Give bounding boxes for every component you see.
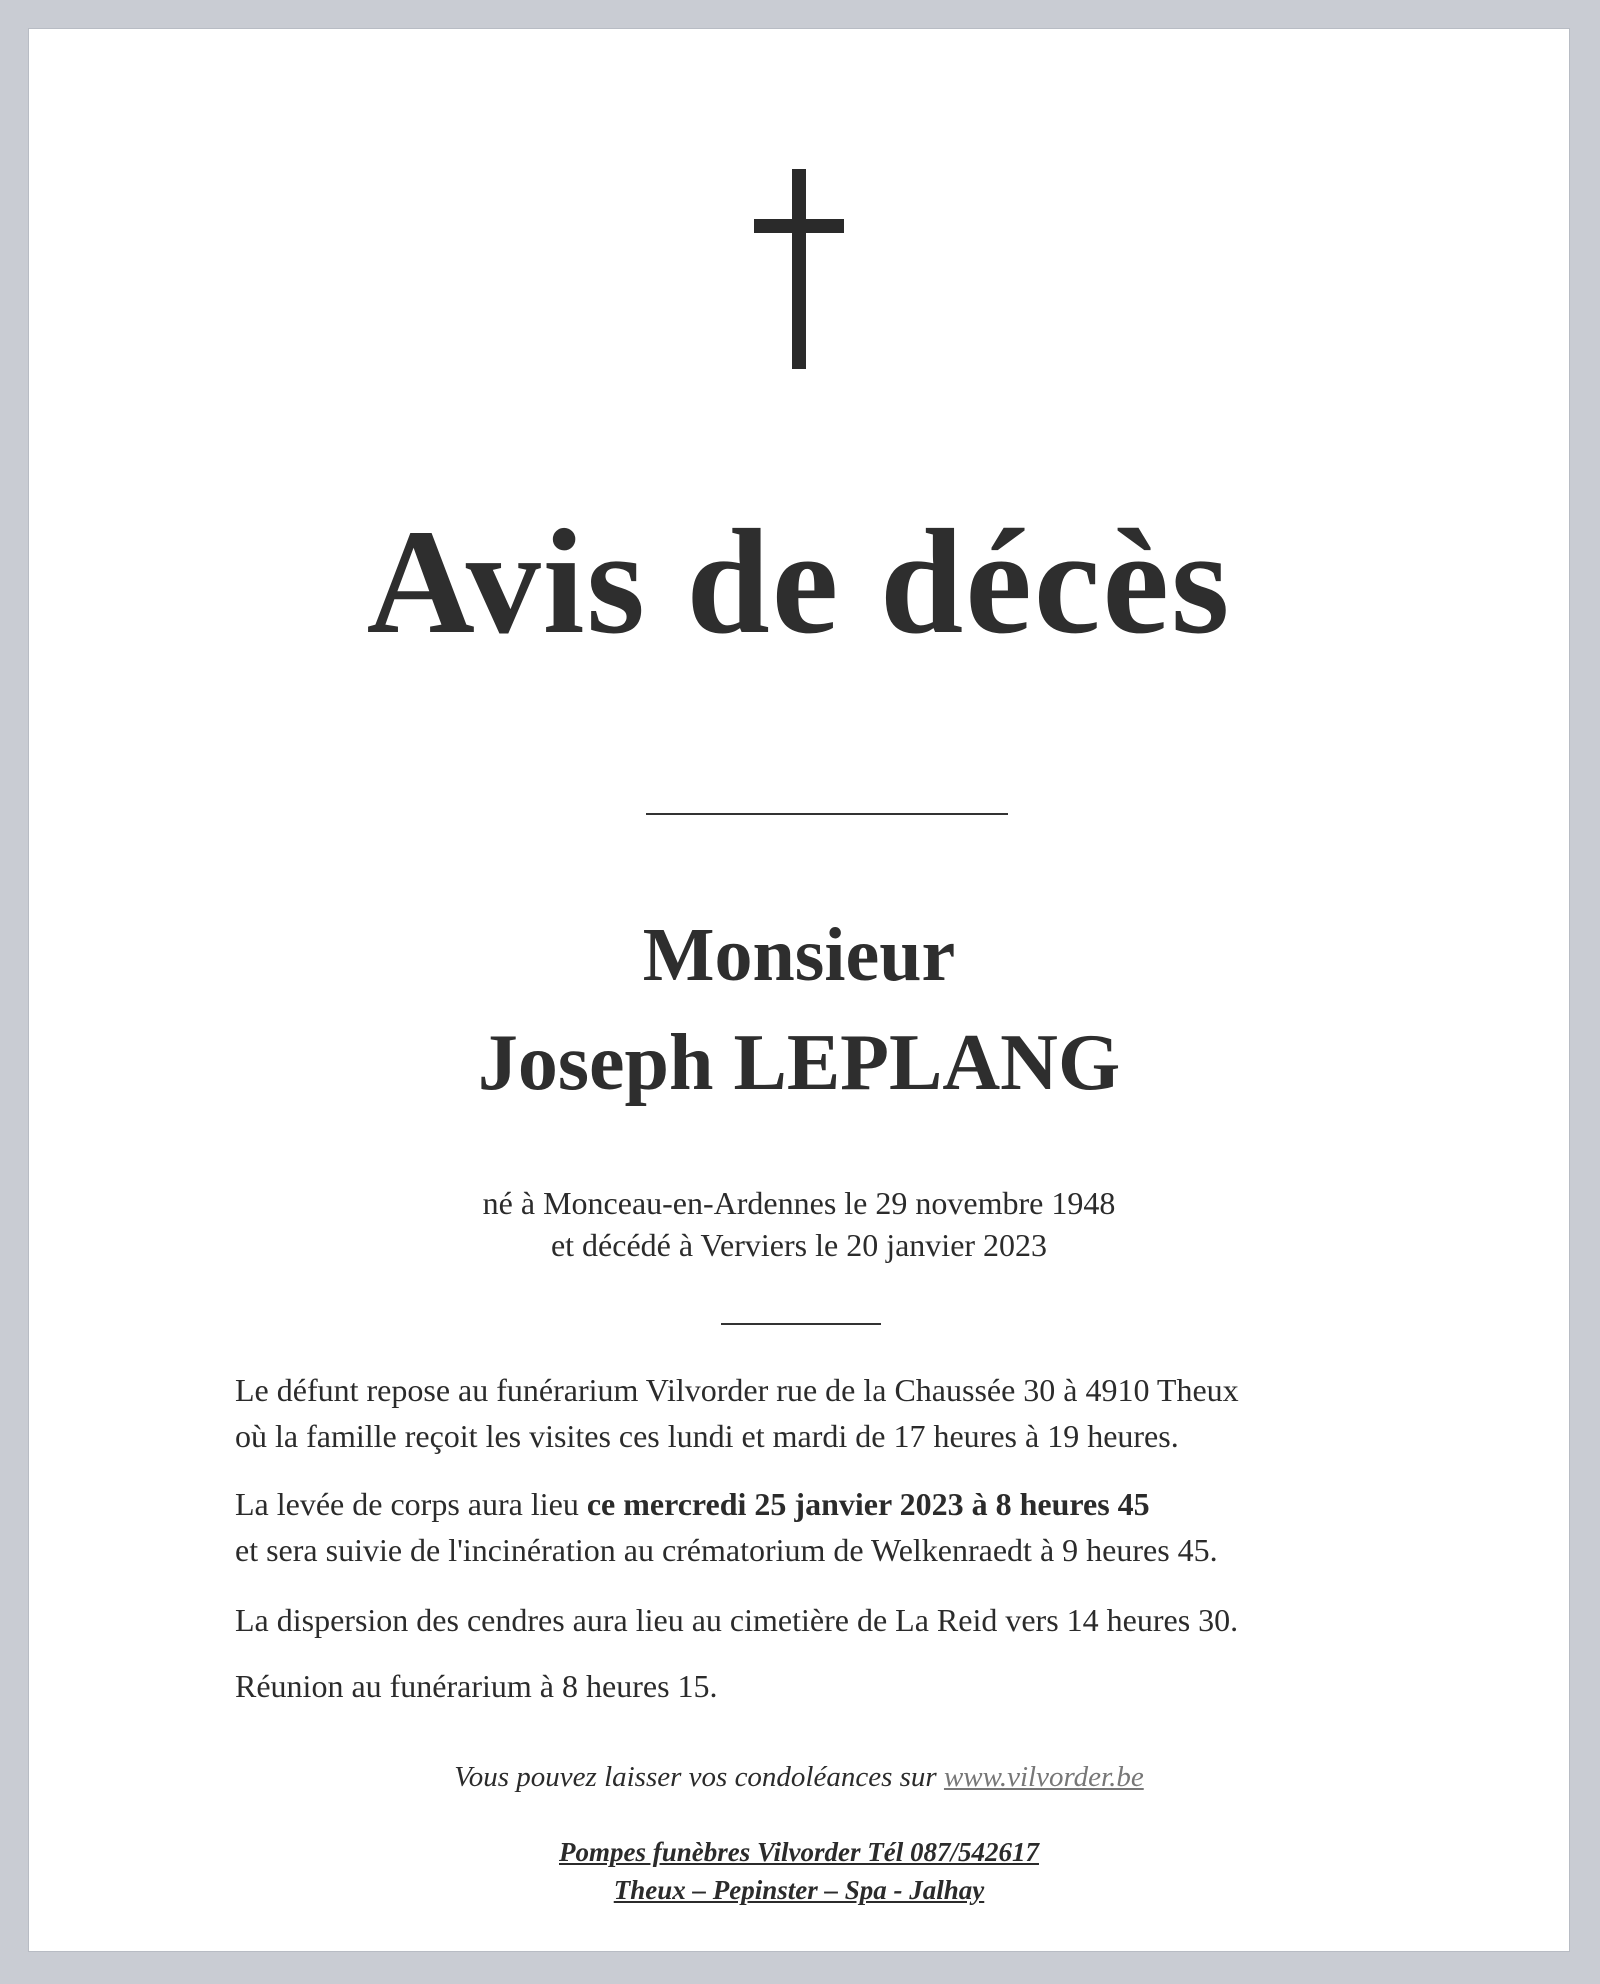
- notice-title: Avis de décès: [366, 499, 1232, 665]
- honorific: Monsieur: [642, 913, 956, 997]
- ceremony-paragraph: [235, 1481, 1435, 1573]
- dispersion-paragraph: La dispersion des cendres aura lieu au cimetière de La Reid vers 14 heures 30.: [235, 1602, 1239, 1638]
- birth-info: né à Monceau-en-Ardennes le 29 novembre 1948: [482, 1185, 1116, 1221]
- ceremony-line-1: [235, 1481, 1435, 1527]
- condolences-line: [29, 1761, 1569, 1794]
- visitation-line-2: où la famille reçoit les visites ces lundi et mardi de 17 heures à 19 heures.: [235, 1418, 1179, 1454]
- funeral-home-locations: Theux – Pepinster – Spa - Jalhay: [613, 1875, 985, 1905]
- condolences-link[interactable]: www.vilvorder.be: [943, 1761, 1144, 1793]
- ceremony-line-1-prefix: La levée de corps aura lieu: [235, 1486, 587, 1522]
- funeral-home-contact: Pompes funèbres Vilvorder Tél 087/542617: [559, 1837, 1039, 1867]
- death-info: et décédé à Verviers le 20 janvier 2023: [550, 1227, 1048, 1263]
- visitation-line-1: Le défunt repose au funérarium Vilvorder rue de la Chaussée 30 à 4910 Theux: [235, 1372, 1239, 1408]
- cross-icon: [29, 169, 1569, 369]
- divider-short: [721, 1323, 881, 1325]
- ceremony-date: ce mercredi 25 janvier 2023 à 8 heures 45: [586, 1486, 1150, 1522]
- visitation-paragraph: [235, 1367, 1435, 1459]
- ceremony-line-2: et sera suivie de l'incinération au crématorium de Welkenraedt à 9 heures 45.: [235, 1532, 1218, 1568]
- death-notice-sheet: [28, 28, 1570, 1952]
- meeting-paragraph: Réunion au funérarium à 8 heures 15.: [235, 1668, 718, 1704]
- divider-long: [646, 813, 1008, 815]
- deceased-name: Joseph LEPLANG: [477, 1019, 1121, 1107]
- condolences-text: Vous pouvez laisser vos condoléances sur: [454, 1761, 944, 1793]
